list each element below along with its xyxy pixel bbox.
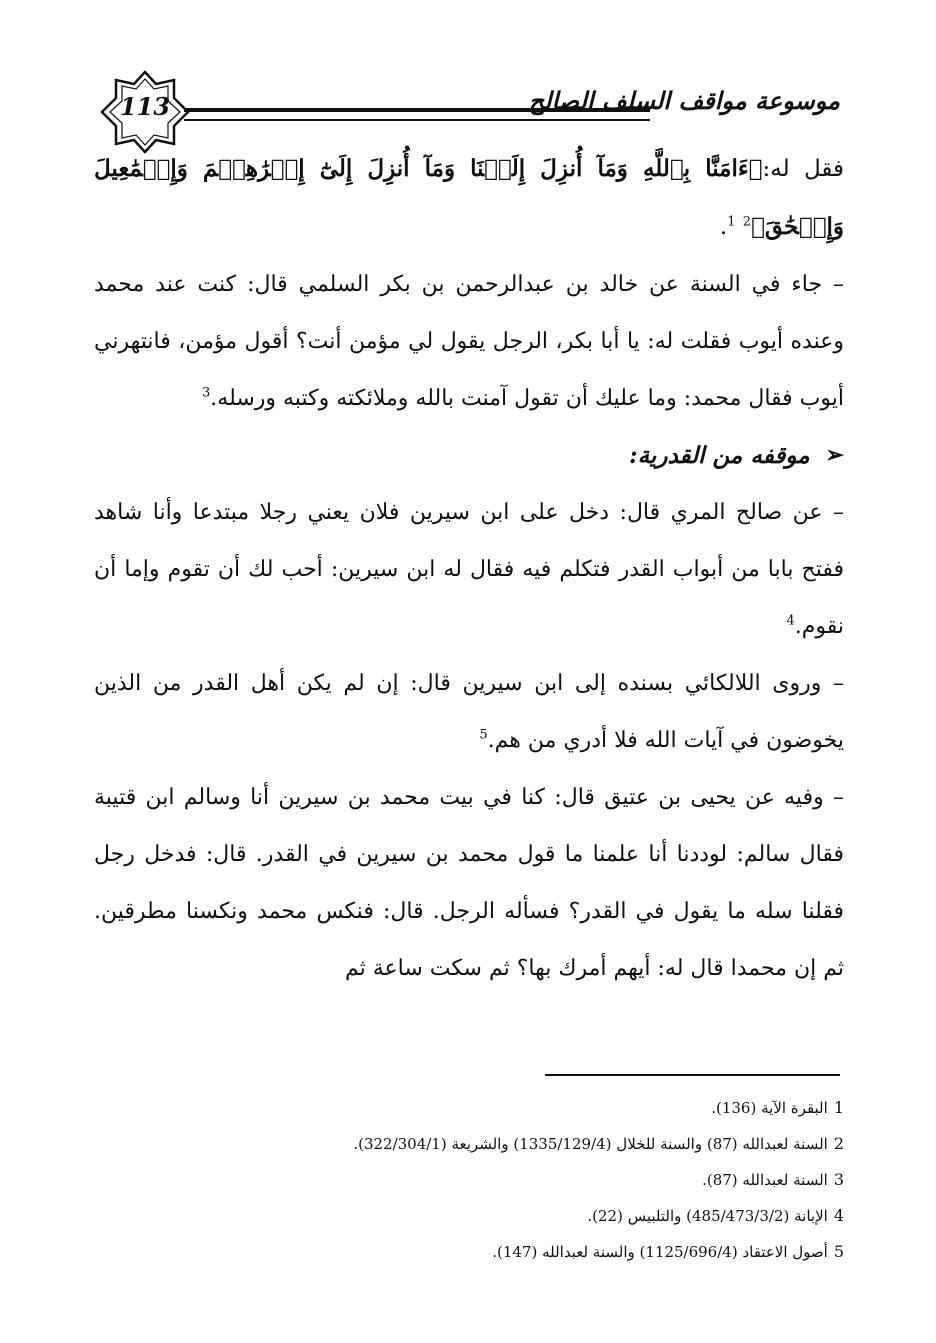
arrowhead-icon: ➢ bbox=[825, 442, 844, 468]
footnote-ref: 4 bbox=[786, 613, 795, 629]
section-heading-text: موقفه من القدرية: bbox=[629, 442, 810, 469]
footnote-text: البقرة الآية (136). bbox=[711, 1099, 828, 1117]
body-text bbox=[94, 140, 844, 997]
footnote-ref: 3 bbox=[202, 385, 211, 401]
footnote-text: السنة لعبدالله (87). bbox=[702, 1171, 828, 1189]
book-title: موسوعة مواقف السلف الصالح bbox=[528, 86, 840, 115]
footnote bbox=[94, 1234, 844, 1270]
paragraph bbox=[94, 655, 844, 769]
footnote-number: 3 bbox=[833, 1170, 844, 1189]
paragraph-text: – وفيه عن يحيى بن عتيق قال: كنا في بيت محمد بن سيرين أنا وسالم ابن قتيبة فقال سالم: لوددنا أنا علمنا ما قول محمد بن سيرين في القدر. قال: فدخل رجل فقلنا سله ما يقول في القدر؟ فسأله الرجل. قال: فنكس محمد ونكسنا مطرقين. ثم إن محمدا قال له: أيهم أمرك بها؟ ثم سكت ساعة ثم bbox=[94, 785, 844, 981]
footnote-number: 1 bbox=[833, 1098, 844, 1117]
paragraph bbox=[94, 484, 844, 655]
quran-end: . bbox=[719, 214, 728, 240]
footnote-text: الإبانة (485/473/3/2) والتلبيس (22). bbox=[587, 1207, 828, 1225]
paragraph-text: – عن صالح المري قال: دخل على ابن سيرين فلان يعني رجلا مبتدعا وأنا شاهد ففتح بابا من أبواب القدر فتكلم فيه فقال له ابن سيرين: أحب لك أن تقوم وإما أن نقوم. bbox=[94, 500, 844, 639]
footnote-text: أصول الاعتقاد (1125/696/4) والسنة لعبدالله (147). bbox=[492, 1243, 828, 1261]
paragraph-text: – جاء في السنة عن خالد بن عبدالرحمن بن بكر السلمي قال: كنت عند محمد وعنده أيوب فقلت له: يا أبا بكر، الرجل يقول لي مؤمن أنت؟ أقول مؤمن، فانتهرني أيوب فقال محمد: وما عليك أن تقول آمنت بالله وملائكته وكتبه ورسله. bbox=[94, 272, 844, 411]
footnote bbox=[94, 1090, 844, 1126]
paragraph bbox=[94, 256, 844, 427]
footnote-text: السنة لعبدالله (87) والسنة للخلال (1335/129/4) والشريعة (322/304/1). bbox=[353, 1135, 828, 1153]
section-heading bbox=[94, 427, 844, 484]
footnote-ref: 1 bbox=[727, 214, 736, 230]
footnote-number: 5 bbox=[833, 1242, 844, 1261]
quran-verse: ﴿ءَامَنَّا بِٱللَّهِ وَمَآ أُنزِلَ إِلَيۡنَا وَمَآ أُنزِلَ إِلَىٰٓ إِبۡرَٰهِـۧمَ وَإِسۡمَٰعِيلَ وَإِسۡحَٰقَ﴾ bbox=[94, 155, 844, 240]
footnote-ref: 5 bbox=[479, 727, 488, 743]
footnote-number: 2 bbox=[833, 1134, 844, 1153]
paragraph bbox=[94, 769, 844, 997]
paragraph-quran bbox=[94, 140, 844, 256]
footnote-ref: 2 bbox=[742, 214, 752, 230]
paragraph-text: – وروى اللالكائي بسنده إلى ابن سيرين قال: إن لم يكن أهل القدر من الذين يخوضون في آيات الله فلا أدري من هم. bbox=[94, 671, 844, 753]
footnote bbox=[94, 1126, 844, 1162]
footnotes bbox=[94, 1090, 844, 1270]
footnote-separator bbox=[545, 1074, 840, 1076]
footnote bbox=[94, 1162, 844, 1198]
page-number: 113 bbox=[119, 92, 171, 121]
footnote bbox=[94, 1198, 844, 1234]
quran-lead: فقل له: bbox=[762, 156, 844, 182]
footnote-number: 4 bbox=[833, 1206, 844, 1225]
